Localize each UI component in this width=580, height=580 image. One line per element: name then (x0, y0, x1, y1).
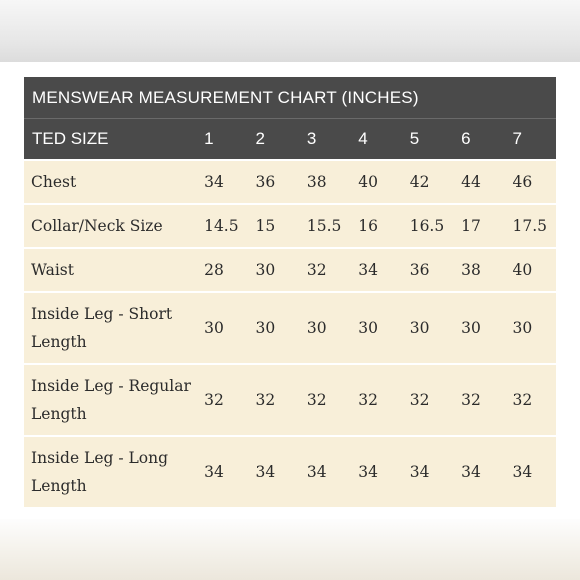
table-row-inside-leg-long (24, 435, 556, 507)
table-cell: 17.5 (505, 203, 556, 247)
table-cell: 34 (299, 435, 350, 507)
background-top-shade (0, 0, 580, 62)
table-row-chest (24, 159, 556, 203)
table-cell: 34 (350, 247, 401, 291)
table-cell: 32 (247, 363, 298, 435)
row-label: Collar/Neck Size (24, 203, 196, 247)
size-header-5: 5 (409, 129, 420, 148)
background-bottom-shade (0, 519, 580, 580)
table-cell: 40 (350, 159, 401, 203)
table-cell: 14.5 (196, 203, 247, 247)
table-cell: 32 (350, 363, 401, 435)
size-header-6: 6 (461, 129, 471, 148)
table-cell: 30 (453, 291, 504, 363)
table-cell: 40 (505, 247, 556, 291)
table-cell: 46 (505, 159, 556, 203)
size-header-4: 4 (358, 129, 368, 148)
table-cell: 16 (350, 203, 401, 247)
table-cell: 32 (505, 363, 556, 435)
table-cell: 34 (350, 435, 401, 507)
table-cell: 17 (453, 203, 504, 247)
table-row-collar-neck-size (24, 203, 556, 247)
row-label: Chest (24, 159, 196, 203)
table-cell: 34 (247, 435, 298, 507)
table-cell: 15.5 (299, 203, 350, 247)
chart-title: MENSWEAR MEASUREMENT CHART (INCHES) (24, 77, 556, 118)
table-cell: 38 (453, 247, 504, 291)
size-header-label: TED SIZE (32, 129, 109, 148)
table-cell: 30 (247, 291, 298, 363)
table-cell: 38 (299, 159, 350, 203)
table-cell: 36 (247, 159, 298, 203)
row-label: Inside Leg - Regular Length (24, 363, 196, 435)
table-cell: 36 (402, 247, 453, 291)
table-cell: 34 (196, 159, 247, 203)
table-cell: 15 (247, 203, 298, 247)
table-row-inside-leg-regular (24, 363, 556, 435)
table-cell: 34 (402, 435, 453, 507)
table-cell: 16.5 (402, 203, 453, 247)
table-cell: 34 (505, 435, 556, 507)
table-cell: 34 (196, 435, 247, 507)
table-cell: 30 (299, 291, 350, 363)
measurement-table (24, 119, 556, 507)
table-cell: 30 (505, 291, 556, 363)
measurement-chart (24, 77, 556, 507)
size-header-1: 1 (204, 129, 214, 148)
size-header-7: 7 (512, 129, 522, 148)
table-row-inside-leg-short (24, 291, 556, 363)
table-cell: 32 (402, 363, 453, 435)
table-cell: 44 (453, 159, 504, 203)
table-row-waist (24, 247, 556, 291)
size-header-3: 3 (306, 129, 317, 148)
table-cell: 30 (247, 247, 298, 291)
table-cell: 32 (299, 363, 350, 435)
table-cell: 32 (453, 363, 504, 435)
table-cell: 34 (453, 435, 504, 507)
table-cell: 30 (402, 291, 453, 363)
size-header-2: 2 (255, 129, 265, 148)
table-cell: 30 (350, 291, 401, 363)
row-label: Inside Leg - Short Length (24, 291, 196, 363)
table-cell: 42 (402, 159, 453, 203)
size-header-row (24, 119, 556, 159)
table-cell: 32 (196, 363, 247, 435)
table-cell: 32 (299, 247, 350, 291)
table-cell: 30 (196, 291, 247, 363)
table-cell: 28 (196, 247, 247, 291)
row-label: Inside Leg - Long Length (24, 435, 196, 507)
row-label: Waist (24, 247, 196, 291)
